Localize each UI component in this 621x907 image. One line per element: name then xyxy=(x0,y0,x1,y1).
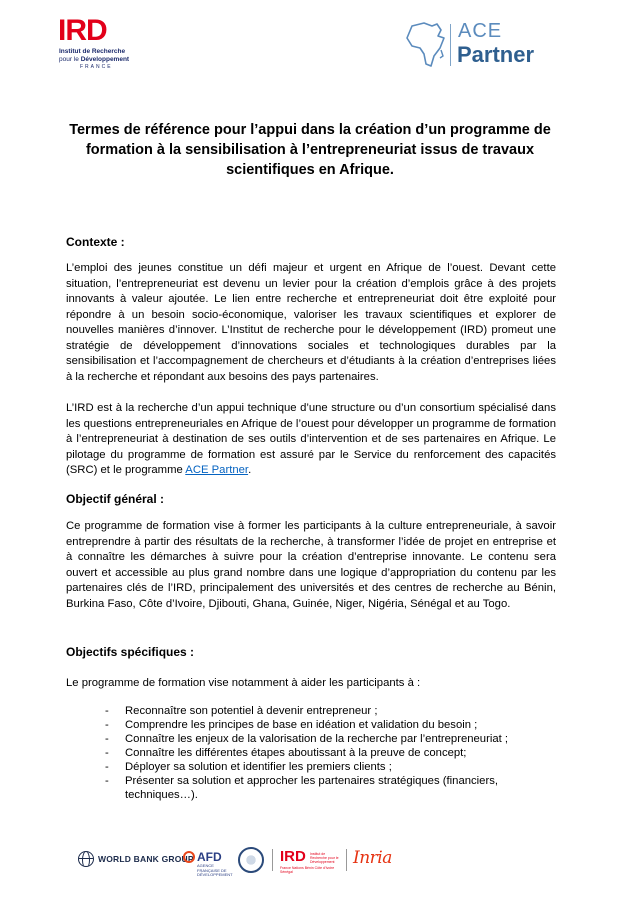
list-item xyxy=(105,760,555,774)
footer-ird-mark: IRD xyxy=(280,848,306,865)
ace-partner-logo xyxy=(404,20,554,75)
list-item-text: Connaître les différentes étapes aboutissant à la preuve de concept; xyxy=(125,747,467,759)
ace-partner-link[interactable]: ACE Partner xyxy=(185,464,249,476)
list-item-text: Présenter sa solution et approcher les partenaires stratégiques (financiers, techniques…). xyxy=(125,775,498,801)
contexte-paragraph-1: L’emploi des jeunes constitue un défi majeur et urgent en Afrique de l’ouest. Devant cette situation, l’entrepreneuriat est devenu un levier pour la création d’emplois grâce à des projets innovants à valeur ajoutée. Le lien entre recherche et entrepreneuriat doit être exploité pour répondre à un besoin socio-économique, valoriser les travaux scientifiques et explorer de nouvelles manières d’innover. L’Institut de recherche pour le développement (IRD) promeut une stratégie de développement d’innovations sociales et technologiques durables par la sensibilisation et l’accompagnement de chercheurs et d’étudiants à la création d’entreprises liées à la recherche et répondant aux besoins des pays partenaires. xyxy=(66,262,556,383)
footer-ird-subtext-2: France Nations Bénin Côte d'Ivoire Sénégal xyxy=(280,866,335,874)
objectifs-specifiques-intro: Le programme de formation vise notamment à aider les participants à : xyxy=(66,677,421,689)
ird-logo-country: FRANCE xyxy=(80,64,113,70)
list-bullet: - xyxy=(105,705,109,717)
list-item xyxy=(105,774,555,802)
globe-icon xyxy=(78,851,94,867)
list-item-text: Déployer sa solution et identifier les premiers clients ; xyxy=(125,761,392,773)
contexte-paragraph-2 xyxy=(66,401,556,479)
document-title: Termes de référence pour l’appui dans la création d’un programme de formation à la sensibilisation à l’entrepreneuriat issus de travaux scientifiques en Afrique. xyxy=(69,122,551,178)
objectif-general-paragraph: Ce programme de formation vise à former les participants à la culture entrepreneuriale, à savoir entreprendre à partir des résultats de la recherche, à transformer l’idée de projet en entreprise et à connaître les démarches à suivre pour la création d’entreprise innovante. Le contenu sera ouvert et accessible au plus grand nombre dans une logique d’appropriation du contenu par les partenaires clés de l’IRD, principalement des universités et des centres de recherche au Bénin, Burkina Faso, Côte d’Ivoire, Djibouti, Ghana, Guinée, Niger, Nigéria, Sénégal et au Togo. xyxy=(66,520,556,610)
ird-logo-text xyxy=(59,48,148,63)
ace-logo-line2: Partner xyxy=(457,42,535,67)
list-bullet: - xyxy=(105,733,109,745)
world-bank-text: WORLD BANK GROUP xyxy=(98,854,194,864)
section-heading-contexte: Contexte : xyxy=(66,235,125,249)
inria-logo: Inria xyxy=(353,848,392,868)
footer-ird-subtext: Institut de Recherche pour le Développement xyxy=(310,852,339,864)
list-bullet: - xyxy=(105,719,109,731)
list-item xyxy=(105,746,555,760)
ird-logo-line1: Institut de Recherche xyxy=(59,48,126,55)
list-bullet: - xyxy=(105,761,109,773)
objectives-list xyxy=(105,704,555,802)
footer-divider xyxy=(346,849,347,871)
list-item-text: Connaître les enjeux de la valorisation de la recherche par l’entrepreneuriat ; xyxy=(125,733,509,745)
world-bank-logo xyxy=(78,851,194,867)
list-item-text: Comprendre les principes de base en idéation et validation du besoin ; xyxy=(125,719,478,731)
list-item xyxy=(105,732,555,746)
afd-circle-icon xyxy=(183,851,195,863)
government-seal-icon xyxy=(238,847,264,873)
list-item xyxy=(105,704,555,718)
list-bullet: - xyxy=(105,775,109,787)
footer-divider xyxy=(272,849,273,871)
list-item-text: Reconnaître son potentiel à devenir entrepreneur ; xyxy=(125,705,378,717)
afd-text: AFD xyxy=(197,850,222,864)
section-heading-objectif-general: Objectif général : xyxy=(66,492,165,506)
ace-logo-line1: ACE xyxy=(458,20,503,42)
ird-logo-line2-small: pour le xyxy=(59,55,79,63)
ird-logo xyxy=(58,16,148,86)
afd-logo xyxy=(183,849,233,877)
afd-subtext: AGENCE FRANÇAISE DE DÉVELOPPEMENT xyxy=(197,863,233,877)
ace-logo-divider xyxy=(450,24,451,66)
africa-map-icon xyxy=(404,20,448,68)
list-bullet: - xyxy=(105,747,109,759)
list-item xyxy=(105,718,555,732)
ird-logo-line2-bold: Développement xyxy=(80,55,130,63)
footer-ird-logo xyxy=(280,849,342,873)
contexte-paragraph-2-end: . xyxy=(248,464,252,476)
contexte-paragraph-2-text: L’IRD est à la recherche d’un appui technique d’une structure ou d’un consortium spécialisé dans les questions entrepreneuriales en Afrique de l’ouest pour développer un programme de formation à l’entrepreneuriat à destination de ses outils d’intervention et de ses partenaires en Afrique. Le pilotage du programme de formation est assuré par le Service du renforcement des capacités (SRC) et le programme xyxy=(66,402,556,476)
ird-logo-mark: IRD xyxy=(58,14,107,47)
section-heading-objectifs-specifiques: Objectifs spécifiques : xyxy=(66,645,195,659)
footer-logos xyxy=(0,845,621,877)
